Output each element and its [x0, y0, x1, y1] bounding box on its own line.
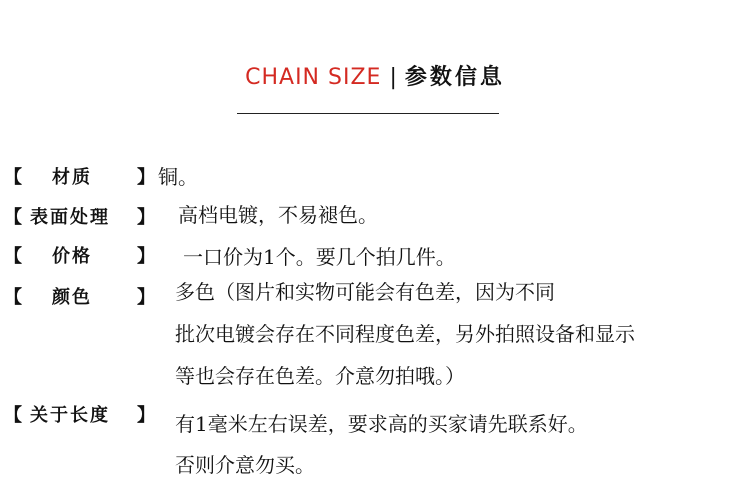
bracket-open: 【 — [4, 287, 22, 308]
spec-value-finish: 高档电镀，不易褪色。 — [178, 203, 378, 227]
title-chinese: 参数信息 — [404, 64, 505, 90]
title-separator: | — [389, 65, 397, 90]
spec-value-color-line-2: 批次电镀会存在不同程度色差，另外拍照设备和显示 — [175, 322, 635, 346]
bracket-open: 【 — [4, 405, 22, 426]
spec-value-color-line-3: 等也会存在色差。介意勿拍哦。） — [175, 364, 465, 388]
spec-label-price: 价格 — [52, 246, 92, 267]
spec-value-length-line-2: 否则介意勿买。 — [175, 453, 315, 477]
spec-value-color-line-1: 多色（图片和实物可能会有色差，因为不同 — [175, 280, 555, 304]
spec-value-price: 一口价为1个。要几个拍几件。 — [183, 245, 456, 269]
bracket-open: 【 — [4, 167, 22, 188]
bracket-open: 【 — [4, 246, 22, 267]
page-title — [0, 62, 750, 93]
spec-label-color: 颜色 — [52, 287, 92, 308]
title-english: CHAIN SIZE — [245, 65, 382, 90]
bracket-close: 】 — [137, 207, 155, 228]
spec-label-material: 材质 — [52, 167, 92, 188]
bracket-close: 】 — [137, 287, 155, 308]
spec-value-length-line-1: 有1毫米左右误差，要求高的买家请先联系好。 — [175, 412, 588, 436]
bracket-open: 【 — [4, 207, 22, 228]
spec-value-material: 铜。 — [158, 165, 198, 189]
bracket-close: 】 — [137, 405, 155, 426]
title-underline — [237, 113, 499, 114]
spec-label-finish: 表面处理 — [30, 207, 110, 228]
spec-label-length: 关于长度 — [30, 405, 110, 426]
bracket-close: 】 — [137, 246, 155, 267]
bracket-close: 】 — [137, 167, 155, 188]
